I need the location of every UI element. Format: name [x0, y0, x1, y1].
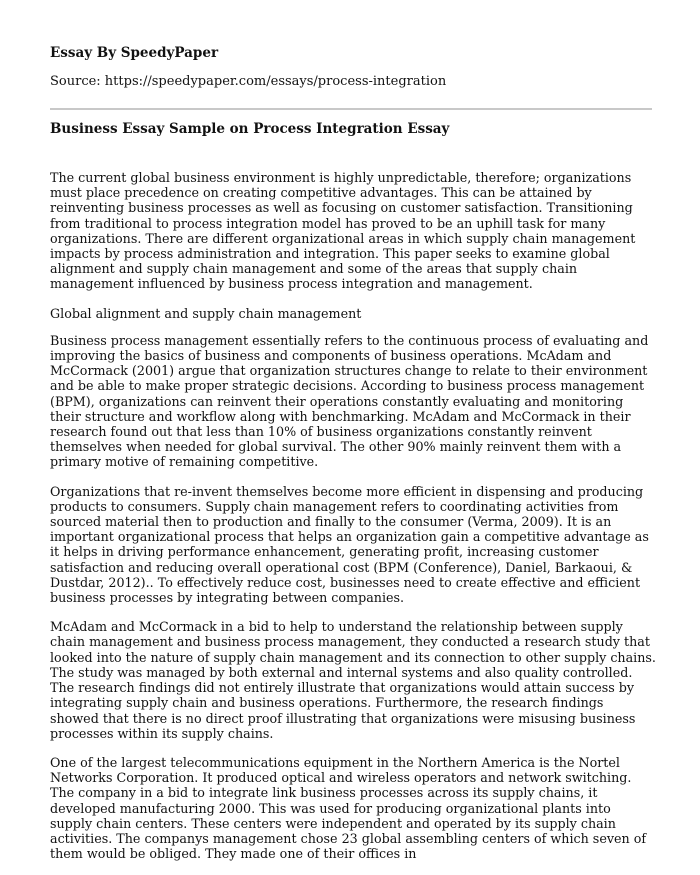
- publisher-title: Essay By SpeedyPaper: [50, 45, 219, 61]
- source-line: Source: https://speedypaper.com/essays/process-integration: [50, 74, 447, 89]
- article-body: [50, 170, 656, 875]
- section-heading: Global alignment and supply chain management: [50, 305, 362, 321]
- document-header: [50, 44, 660, 90]
- paragraph: Organizations that re-invent themselves become more efficient in dispensing and producing products to consumers. Supply chain management refers to coordinating activities from sourced material then to production and finally to the consumer (Verma, 2009). It is an important organizational process that helps an organization gain a competitive advantage as it helps in driving performance enhancement, generating profit, increasing customer satisfaction and reducing overall operational cost (BPM (Conference), Daniel, Barkaoui, & Dustdar, 2012).. To effectively reduce cost, businesses need to create effective and efficient business processes by integrating between companies.: [50, 483, 649, 606]
- article-title: Business Essay Sample on Process Integration Essay: [50, 121, 450, 137]
- paragraph: The current global business environment is highly unpredictable, therefore; organizations must place precedence on creating competitive advantages. This can be attained by reinventing business processes as well as focusing on customer satisfaction. Transitioning from traditional to process integration model has proved to be an uphill task for many organizations. There are different organizational areas in which supply chain management impacts by process administration and integration. This paper seeks to examine global alignment and supply chain management and some of the areas that supply chain management influenced by business process integration and management.: [50, 170, 636, 292]
- paragraph: One of the largest telecommunications equipment in the Northern America is the Nortel Networks Corporation. It produced optical and wireless operators and network switching. The company in a bid to integrate link business processes across its supply chains, it developed manufacturing 2000. This was used for producing organizational plants into supply chain centers. These centers were independent and operated by its supply chain activities. The companys management chose 23 global assembling centers of which seven of them would be obliged. They made one of their offices in: [50, 754, 647, 862]
- header-divider: [50, 108, 652, 110]
- paragraph: Business process management essentially refers to the continuous process of evaluating and improving the basics of business and components of business operations. McAdam and McCormack (2001) argue that organization structures change to relate to their environment and be able to make proper strategic decisions. According to business process management (BPM), organizations can reinvent their operations constantly evaluating and monitoring their structure and workflow along with benchmarking. McAdam and McCormack in their research found out that less than 10% of business organizations constantly reinvent themselves when needed for global survival. The other 90% mainly reinvent them with a primary motive of remaining competitive.: [50, 332, 649, 470]
- paragraph: McAdam and McCormack in a bid to help to understand the relationship between supply chain management and business process management, they conducted a research study that looked into the nature of supply chain management and its connection to other supply chains. The study was managed by both external and internal systems and also quality controlled. The research findings did not entirely illustrate that organizations would attain success by integrating supply chain and business operations. Furthermore, the research findings showed that there is no direct proof illustrating that organizations were misusing business processes within its supply chains.: [50, 619, 656, 741]
